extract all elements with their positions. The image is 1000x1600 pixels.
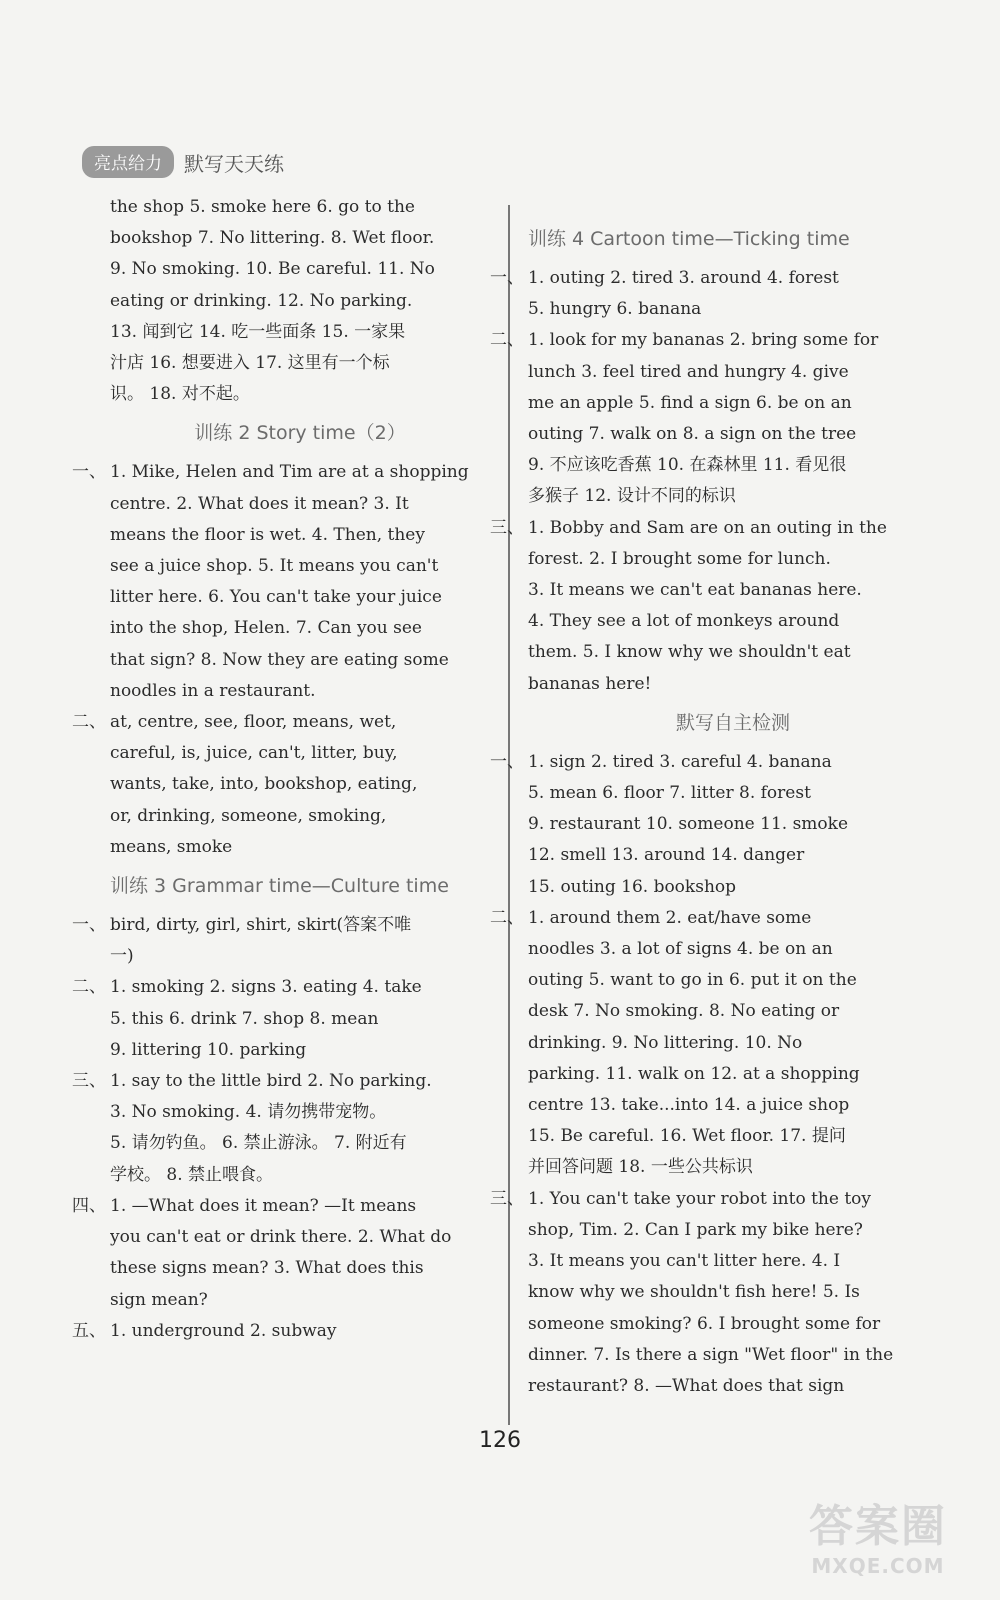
answer-line: careful, is, juice, can't, litter, buy, (110, 743, 398, 764)
answer-line: bird, dirty, girl, shirt, skirt(答案不唯 (110, 915, 412, 936)
answer-line: 1. underground 2. subway (110, 1320, 337, 1341)
answer-line: 多猴子 12. 设计不同的标识 (528, 486, 736, 507)
answer-line: 一) (110, 946, 134, 967)
answer-line: 3. It means we can't eat bananas here. (528, 580, 862, 601)
watermark-logo (778, 1490, 978, 1582)
answer-line: dinner. 7. Is there a sign "Wet floor" in the (528, 1344, 894, 1365)
answer-line: lunch 3. feel tired and hungry 4. give (528, 361, 849, 382)
answer-line: 15. Be careful. 16. Wet floor. 17. 提问 (528, 1126, 846, 1147)
answer-line: these signs mean? 3. What does this (110, 1258, 424, 1279)
answer-line: 5. mean 6. floor 7. litter 8. forest (528, 783, 811, 804)
page-number: 126 (479, 1428, 521, 1453)
answer-line: outing 7. walk on 8. a sign on the tree (528, 424, 857, 445)
question-number: 二、 (72, 712, 106, 733)
answer-group (72, 1191, 490, 1316)
answer-line: the shop 5. smoke here 6. go to the (110, 197, 415, 217)
answer-group (490, 263, 938, 325)
answer-line: noodles in a restaurant. (110, 680, 316, 701)
answer-line: parking. 11. walk on 12. at a shopping (528, 1063, 860, 1084)
answer-line: bookshop 7. No littering. 8. Wet floor. (110, 228, 435, 249)
answer-line: 并回答问题 18. 一些公共标识 (528, 1157, 753, 1178)
answer-line: 1. Mike, Helen and Tim are at a shopping (110, 462, 469, 483)
question-number: 一、 (72, 462, 106, 483)
answer-line: 9. restaurant 10. someone 11. smoke (528, 814, 849, 835)
answer-group (72, 910, 490, 972)
answer-line: know why we shouldn't fish here! 5. Is (528, 1282, 860, 1303)
answer-line: 5. this 6. drink 7. shop 8. mean (110, 1008, 379, 1029)
page-header (82, 146, 284, 178)
answer-line: 1. outing 2. tired 3. around 4. forest (528, 268, 839, 288)
answer-line: litter here. 6. You can't take your juice (110, 587, 442, 608)
section-title: 训练 2 Story time（2） (194, 422, 406, 445)
answer-line: means the floor is wet. 4. Then, they (110, 524, 425, 545)
answer-line: that sign? 8. Now they are eating some (110, 649, 449, 670)
question-number: 三、 (490, 517, 524, 538)
watermark-text-cn: 答案圈 (809, 1501, 947, 1552)
answer-line: 9. 不应该吃香蕉 10. 在森林里 11. 看见很 (528, 455, 847, 476)
answer-line: someone smoking? 6. I brought some for (528, 1313, 881, 1334)
answer-line: means, smoke (110, 836, 233, 857)
answer-line: drinking. 9. No littering. 10. No (528, 1032, 803, 1053)
answer-line: 1. look for my bananas 2. bring some for (528, 330, 879, 351)
question-number: 三、 (490, 1188, 524, 1209)
answer-group (72, 972, 490, 1066)
answer-line: 9. littering 10. parking (110, 1039, 307, 1060)
watermark-text-en: MXQE.COM (811, 1554, 945, 1578)
answer-line: 1. sign 2. tired 3. careful 4. banana (528, 751, 832, 772)
right-column (490, 216, 938, 1402)
answer-group (72, 1066, 490, 1191)
answer-line: 12. smell 13. around 14. danger (528, 845, 805, 866)
answer-group (72, 457, 490, 707)
answer-line: noodles 3. a lot of signs 4. be on an (528, 939, 833, 960)
answer-line: bananas here! (528, 673, 652, 694)
answer-line: forest. 2. I brought some for lunch. (528, 548, 831, 569)
question-number: 三、 (72, 1071, 106, 1092)
answer-group (72, 1316, 490, 1347)
answer-line: sign mean? (110, 1289, 208, 1310)
answer-line: see a juice shop. 5. It means you can't (110, 556, 439, 577)
question-number: 二、 (490, 907, 524, 928)
answer-line: 5. 请勿钓鱼。 6. 禁止游泳。 7. 附近有 (110, 1133, 407, 1154)
question-number: 五、 (72, 1320, 106, 1341)
answer-line: 13. 闻到它 14. 吃一些面条 15. 一家果 (110, 321, 406, 342)
answer-line: 汁店 16. 想要进入 17. 这里有一个标 (110, 353, 390, 374)
answer-group (490, 325, 938, 512)
answer-line: 3. No smoking. 4. 请勿携带宠物。 (110, 1102, 387, 1123)
answer-line: wants, take, into, bookshop, eating, (110, 774, 418, 795)
answer-line: 识。 18. 对不起。 (110, 384, 250, 405)
left-column (72, 192, 490, 1347)
answer-line: 3. It means you can't litter here. 4. I (528, 1251, 841, 1272)
answer-line: desk 7. No smoking. 8. No eating or (528, 1001, 840, 1022)
series-badge: 亮点给力 (82, 146, 174, 178)
answer-line: 1. —What does it mean? —It means (110, 1195, 417, 1216)
answer-group (490, 747, 938, 903)
answer-line: 5. hungry 6. banana (528, 299, 702, 320)
series-subtitle: 默写天天练 (184, 151, 284, 176)
answer-line: restaurant? 8. —What does that sign (528, 1375, 845, 1396)
answer-line: into the shop, Helen. 7. Can you see (110, 618, 422, 639)
answer-line: eating or drinking. 12. No parking. (110, 290, 413, 311)
answer-line: centre. 2. What does it mean? 3. It (110, 493, 409, 514)
answer-group (490, 903, 938, 1184)
answer-line: shop, Tim. 2. Can I park my bike here? (528, 1219, 863, 1240)
section-title: 训练 4 Cartoon time—Ticking time (528, 228, 850, 250)
column-divider (508, 205, 510, 1425)
answer-line: 学校。 8. 禁止喂食。 (110, 1164, 274, 1185)
question-number: 二、 (72, 977, 106, 998)
section-title: 训练 3 Grammar time—Culture time (110, 875, 449, 898)
question-number: 一、 (72, 915, 106, 936)
answer-group (490, 1184, 938, 1402)
answer-line: outing 5. want to go in 6. put it on the (528, 970, 857, 991)
answer-group (72, 707, 490, 863)
answer-line: 1. You can't take your robot into the toy (528, 1188, 872, 1209)
answer-line: 1. say to the little bird 2. No parking. (110, 1071, 432, 1092)
answer-line: 4. They see a lot of monkeys around (528, 611, 840, 632)
answer-line: them. 5. I know why we shouldn't eat (528, 642, 851, 663)
answer-line: 15. outing 16. bookshop (528, 876, 737, 897)
answer-line: centre 13. take...into 14. a juice shop (528, 1095, 850, 1116)
answer-line: 1. around them 2. eat/have some (528, 907, 812, 928)
answer-continuation (110, 192, 490, 410)
answer-line: 9. No smoking. 10. Be careful. 11. No (110, 259, 435, 280)
question-number: 一、 (490, 751, 524, 772)
question-number: 一、 (490, 268, 524, 288)
answer-line: at, centre, see, floor, means, wet, (110, 712, 397, 733)
section-title: 默写自主检测 (675, 711, 790, 734)
answer-line: 1. Bobby and Sam are on an outing in the (528, 517, 887, 538)
answer-line: me an apple 5. find a sign 6. be on an (528, 392, 852, 413)
question-number: 四、 (72, 1195, 106, 1216)
answer-group (490, 513, 938, 700)
answer-line: you can't eat or drink there. 2. What do (110, 1227, 452, 1248)
answer-line: or, drinking, someone, smoking, (110, 805, 387, 826)
question-number: 二、 (490, 330, 524, 351)
answer-line: 1. smoking 2. signs 3. eating 4. take (110, 977, 422, 998)
